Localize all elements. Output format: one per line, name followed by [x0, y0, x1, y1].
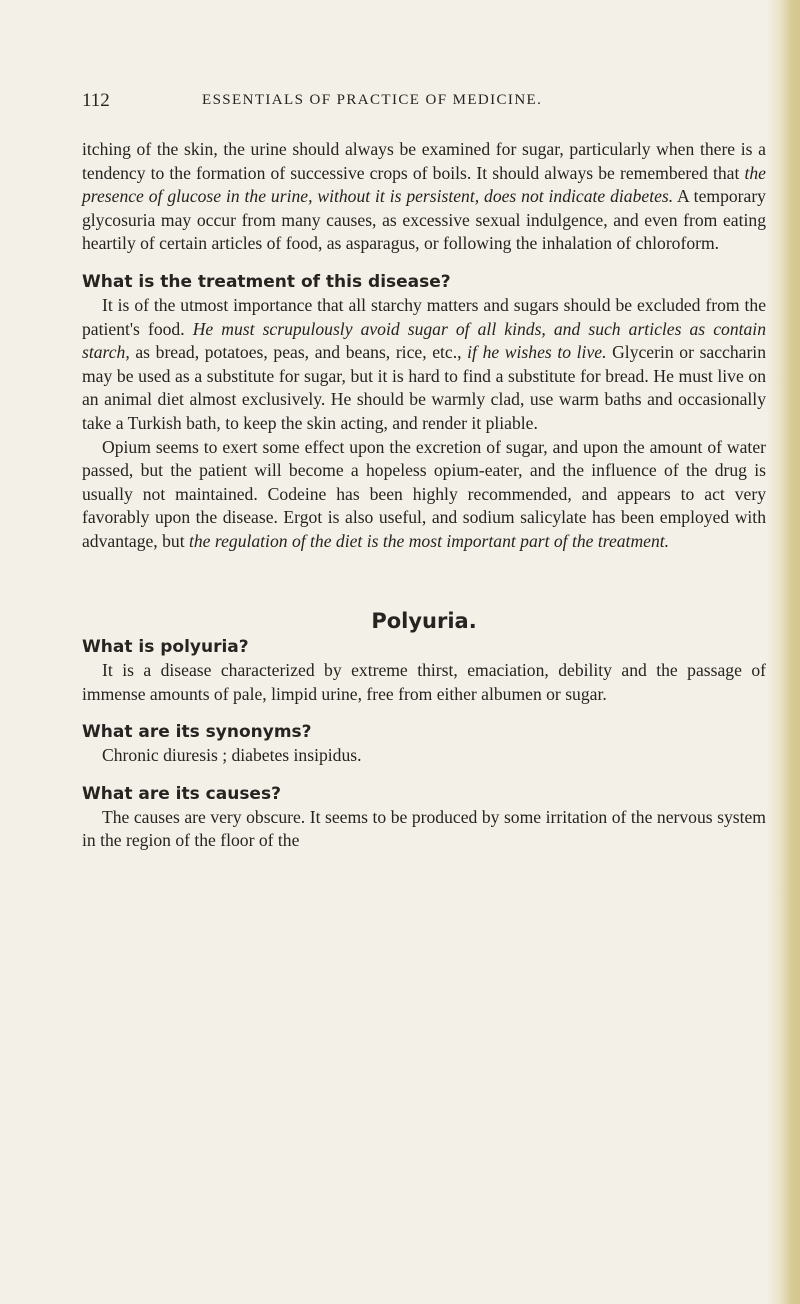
italic-run: He must scrupulously avoid sugar of all kinds, and such articles as contain starch, — [82, 318, 766, 363]
running-title: ESSENTIALS OF PRACTICE OF MEDICINE. — [202, 92, 543, 108]
text-run: Opium seems to exert some effect upon the excretion of sugar, and upon the amount of water passed, but the patient will become a hopeless opium-eater, and the influence of the drug is usually not maintained. Codeine has been highly recommended, and appears to act very favorably upon the disease. Ergot is also useful, and sodium salicylate has been employed with advantage, but — [82, 436, 766, 551]
running-header — [82, 90, 762, 114]
italic-run: the presence of glucose in the urine, without it is persistent, does not indicate diabetes. — [82, 162, 766, 207]
italic-run: if he wishes to live. — [467, 342, 607, 363]
page-number: 112 — [82, 90, 110, 111]
italic-run: the regulation of the diet is the most important part of the treatment. — [189, 530, 670, 551]
text-run: It is of the utmost importance that all starchy matters and sugars should be excluded from the patient's food. — [82, 294, 766, 339]
text-run: Glycerin or saccharin may be used as a substitute for sugar, but it is hard to find a substitute for bread. He must live on an animal diet almost exclusively. He should be warmly clad, use warm baths and occasionally take a Turkish bath, to keep the skin acting, and render it pliable. — [82, 342, 766, 433]
text-run: itching of the skin, the urine should always be examined for sugar, particularly when there is a tendency to the formation of successive crops of boils. It should always be remembered that — [82, 139, 766, 183]
paragraph-synonyms: Chronic diuresis ; diabetes insipidus. — [102, 745, 362, 766]
paragraph-causes: The causes are very obscure. It seems to be produced by some irritation of the nervous system in the region of the floor of the — [82, 806, 766, 851]
section-title-polyuria: Polyuria. — [371, 608, 477, 633]
paragraph-opium — [82, 436, 766, 554]
page-edge — [766, 0, 800, 1304]
paragraph-glucose — [82, 138, 766, 256]
page-body — [82, 138, 766, 853]
question-what-is-polyuria: What is polyuria? — [82, 637, 249, 658]
question-causes: What are its causes? — [82, 783, 281, 804]
text-run: as bread, potatoes, peas, and beans, rice, etc., — [129, 342, 468, 363]
paragraph-definition: It is a disease characterized by extreme thirst, emaciation, debility and the passage of immense amounts of pale, limpid urine, free from either albumen or sugar. — [82, 660, 766, 704]
paragraph-treatment — [82, 294, 766, 436]
question-synonyms: What are its synonyms? — [82, 722, 312, 743]
text-run: A temporary glycosuria may occur from many causes, as excessive sexual indulgence, and even from eating heartily of certain articles of food, as asparagus, or following the inhalation of chloroform. — [82, 186, 766, 254]
question-treatment: What is the treatment of this disease? — [82, 271, 451, 292]
